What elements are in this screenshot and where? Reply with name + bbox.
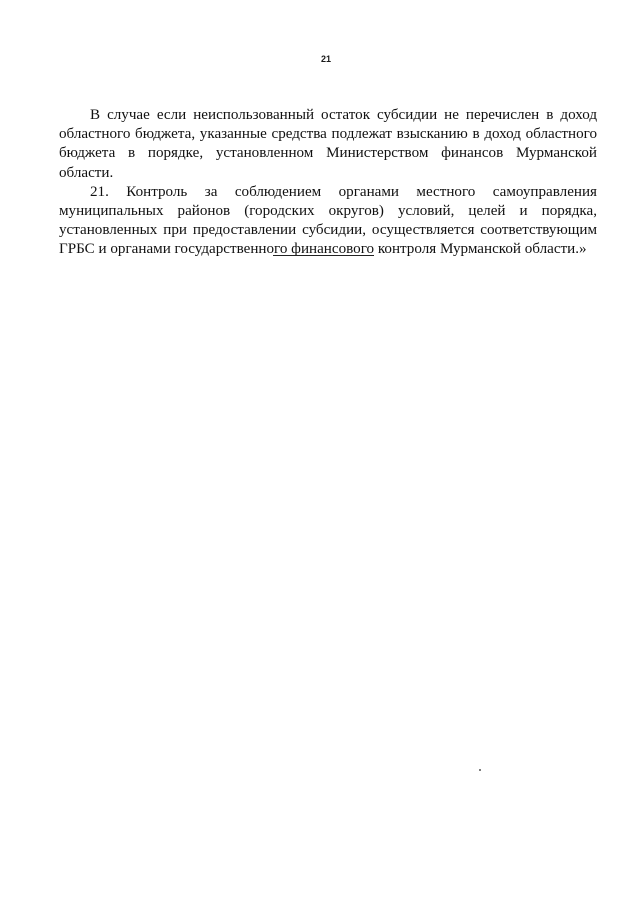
paragraph-subsidy-remainder: В случае если неиспользованный остаток субсидии не перечислен в доход областного бюджета, указанные средства подлежат взысканию в доход областного бюджета в порядке, установленном Министерством финансов Мурманской области.: [59, 107, 597, 181]
page-number: 21: [320, 54, 331, 64]
body-text: [59, 106, 597, 260]
paragraph-21-control: 21. Контроль за соблюдением органами местного самоуправления муниципальных районов (городских округов) условий, целей и порядка, установленных при предоставлении субсидии, осуществляется соответствующим ГРБС и органами государственного финансового контроля Мурманской области.»: [59, 183, 597, 258]
end-divider-line: [273, 255, 374, 256]
scan-speck: [479, 769, 481, 771]
